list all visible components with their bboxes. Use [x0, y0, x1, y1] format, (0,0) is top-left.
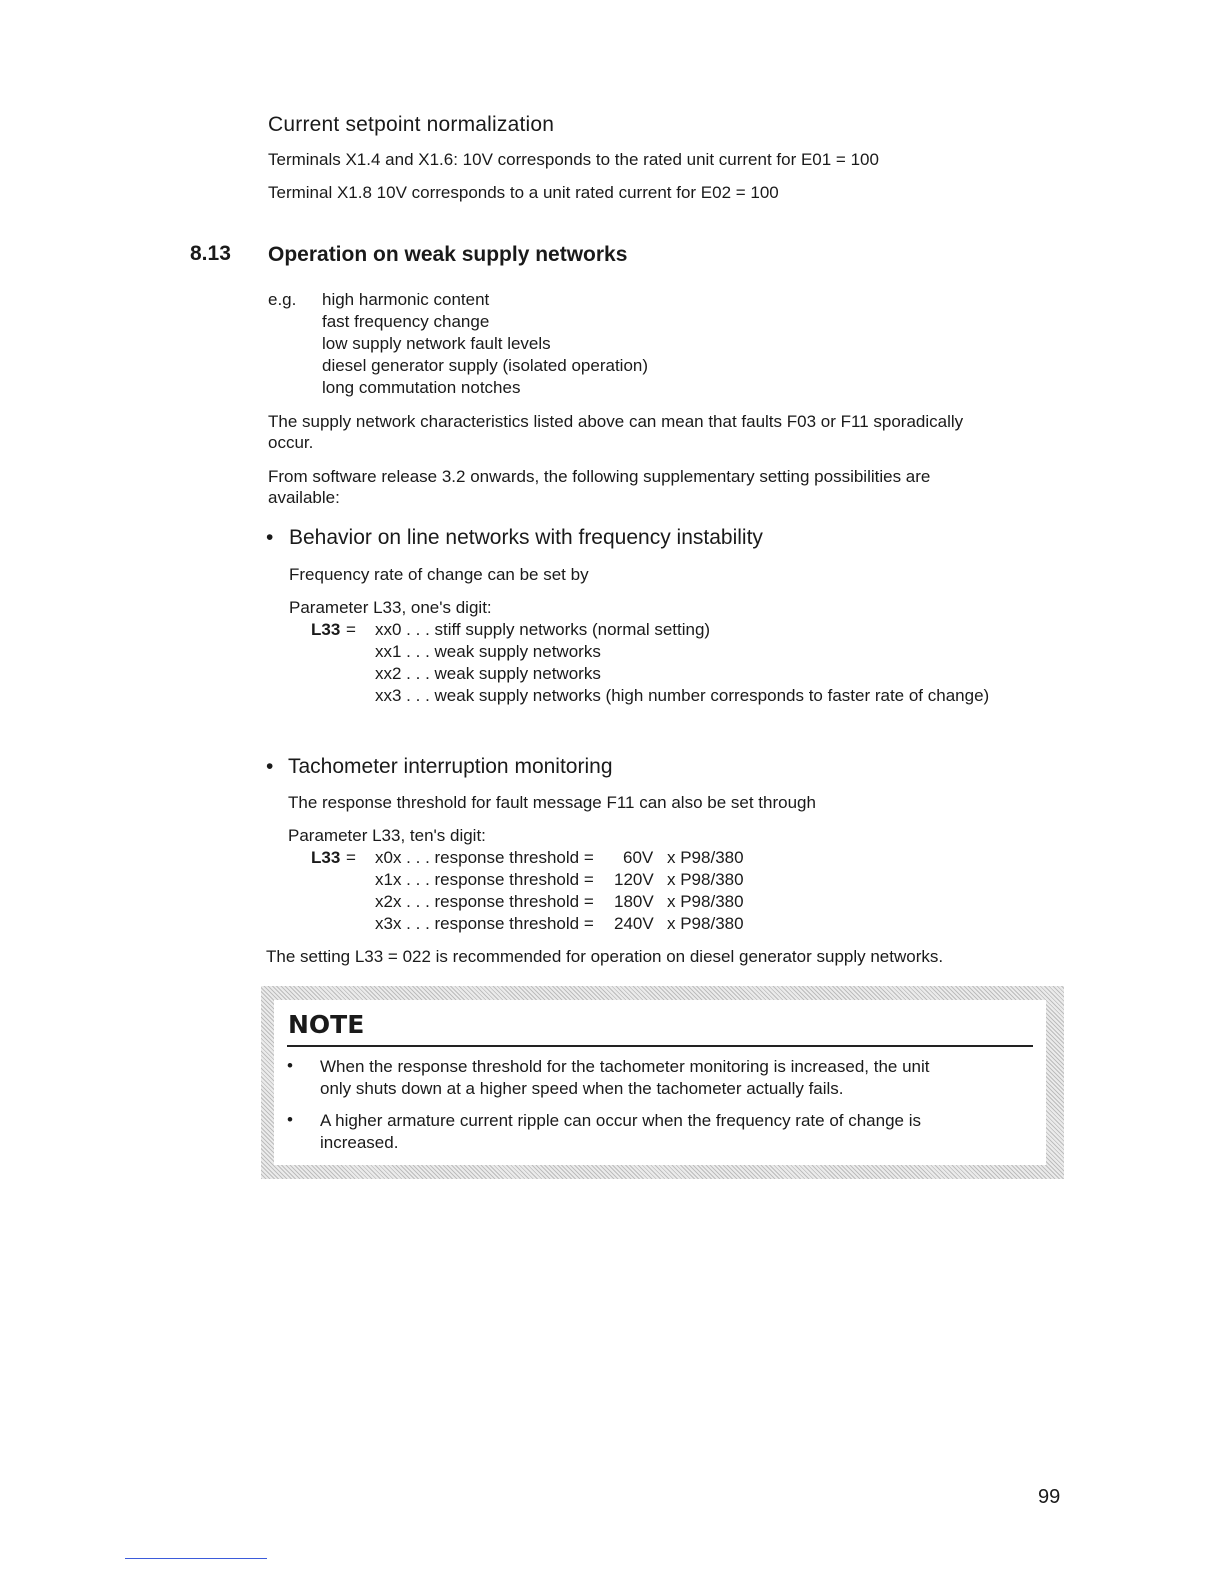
eg-item: fast frequency change	[322, 312, 490, 331]
bullet-1-intro: Frequency rate of change can be set by	[289, 565, 589, 584]
bullet-1-option: xx0 . . . stiff supply networks (normal setting)	[375, 620, 711, 639]
threshold-factor: x P98/380	[667, 848, 744, 867]
threshold-factor: x P98/380	[667, 892, 744, 911]
threshold-code: x2x . . . response threshold =	[375, 892, 594, 911]
bullet-2-equals: =	[346, 848, 356, 867]
threshold-voltage: 120V	[614, 870, 654, 889]
threshold-voltage: 240V	[614, 914, 654, 933]
eg-label: e.g.	[268, 290, 297, 309]
bullet-2-param-name: L33	[311, 848, 341, 867]
note-title: NOTE	[288, 1010, 365, 1039]
footer-link-underline	[125, 1558, 267, 1559]
threshold-factor: x P98/380	[667, 870, 744, 889]
threshold-voltage: 180V	[614, 892, 654, 911]
eg-item: long commutation notches	[322, 378, 521, 397]
paragraph-2-cont: available:	[268, 488, 340, 507]
paragraph-1: The supply network characteristics listed above can mean that faults F03 or F11 sporadically	[268, 412, 964, 431]
paragraph-2: From software release 3.2 onwards, the following supplementary setting possibilities are	[268, 467, 931, 486]
bullet-2-title: Tachometer interruption monitoring	[288, 755, 613, 778]
note-divider	[287, 1045, 1033, 1047]
bullet-2-param-label: Parameter L33, ten's digit:	[288, 826, 486, 845]
bullet-marker: •	[266, 526, 274, 549]
bullet-2-intro: The response threshold for fault message F11 can also be set through	[288, 793, 816, 812]
note-item-2: A higher armature current ripple can occur when the frequency rate of change is	[320, 1111, 922, 1130]
threshold-code: x0x . . . response threshold =	[375, 848, 594, 867]
bullet-1-option: xx3 . . . weak supply networks (high number corresponds to faster rate of change)	[375, 686, 990, 705]
section-number: 8.13	[190, 242, 231, 265]
paragraph-1-cont: occur.	[268, 433, 314, 452]
current-setpoint-line-1: Terminals X1.4 and X1.6: 10V corresponds to the rated unit current for E01 = 100	[268, 150, 879, 169]
page-number: 99	[1038, 1486, 1061, 1508]
recommendation: The setting L33 = 022 is recommended for operation on diesel generator supply networks.	[266, 947, 944, 966]
note-item-1: When the response threshold for the tachometer monitoring is increased, the unit	[320, 1057, 930, 1076]
threshold-factor: x P98/380	[667, 914, 744, 933]
bullet-1-option: xx1 . . . weak supply networks	[375, 642, 601, 661]
bullet-1-option: xx2 . . . weak supply networks	[375, 664, 601, 683]
note-bullet-marker: •	[287, 1110, 293, 1129]
note-item-1-cont: only shuts down at a higher speed when the tachometer actually fails.	[320, 1079, 844, 1098]
note-bullet-marker: •	[287, 1056, 293, 1075]
bullet-1-param-name: L33	[311, 620, 341, 639]
bullet-1-title: Behavior on line networks with frequency instability	[289, 526, 763, 549]
bullet-1-param-label: Parameter L33, one's digit:	[289, 598, 492, 617]
threshold-code: x1x . . . response threshold =	[375, 870, 594, 889]
threshold-code: x3x . . . response threshold =	[375, 914, 594, 933]
eg-item: low supply network fault levels	[322, 334, 551, 353]
eg-item: diesel generator supply (isolated operation)	[322, 356, 649, 375]
note-item-2-cont: increased.	[320, 1133, 399, 1152]
section-title: Operation on weak supply networks	[268, 243, 628, 266]
bullet-marker: •	[266, 755, 274, 778]
current-setpoint-title: Current setpoint normalization	[268, 113, 555, 136]
bullet-1-equals: =	[346, 620, 356, 639]
eg-item: high harmonic content	[322, 290, 490, 309]
current-setpoint-line-2: Terminal X1.8 10V corresponds to a unit rated current for E02 = 100	[268, 183, 779, 202]
threshold-voltage: 60V	[623, 848, 654, 867]
